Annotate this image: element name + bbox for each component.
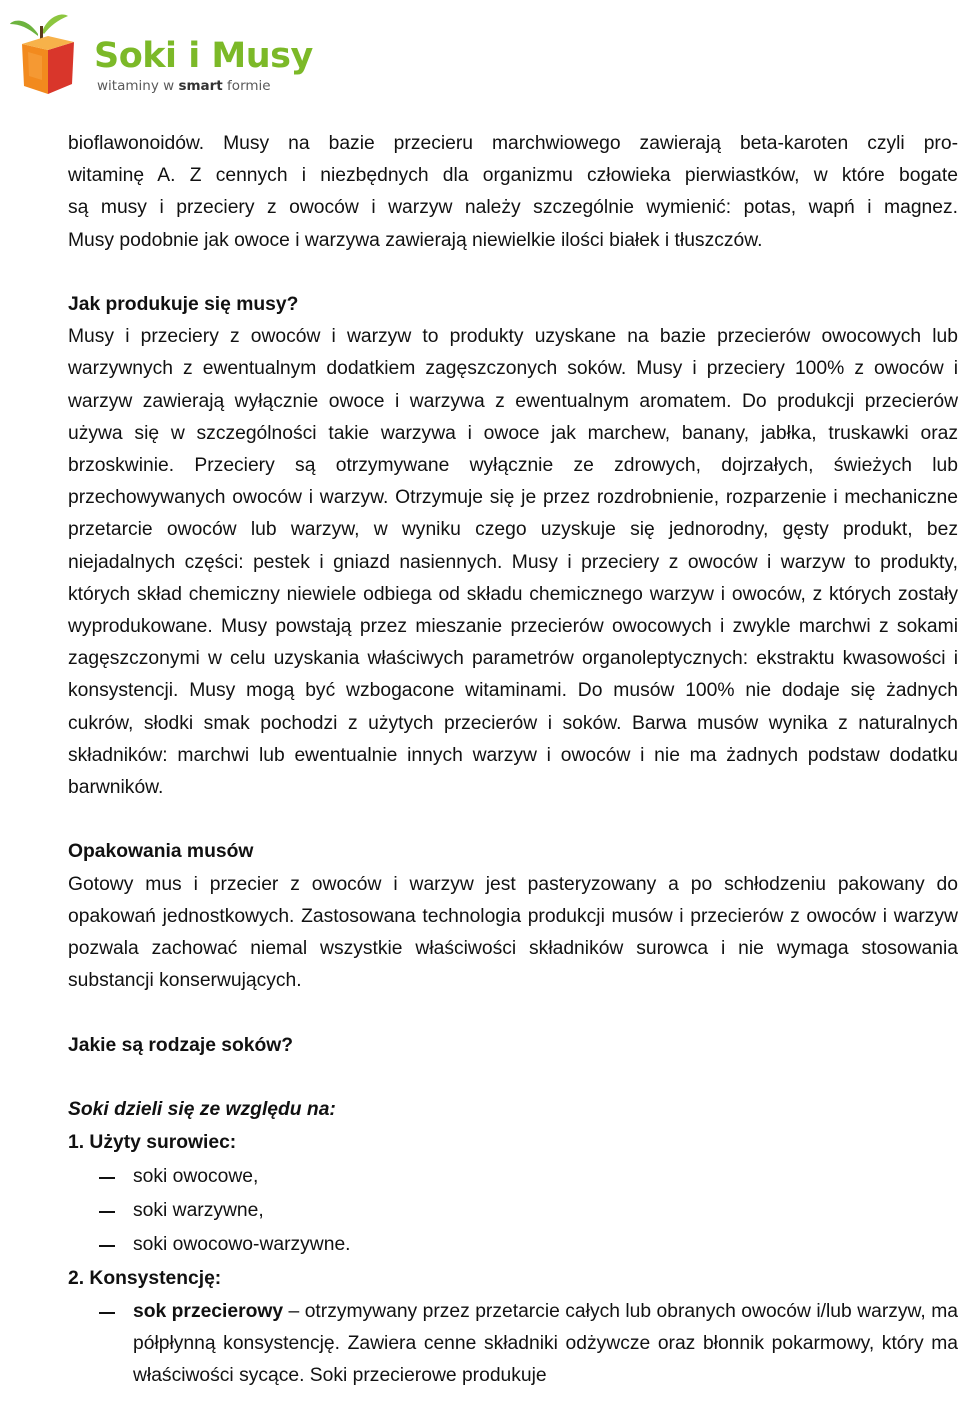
term-description: – otrzymywany przez przetarcie całych lub obranych owoców i/lub warzyw, ma półpłynną konsystencję. Zawiera cenne składniki odżywcze oraz błonnik pokarmowy, który ma właściwości sycące. Soki przecierowe produkuje — [133, 1301, 958, 1387]
section-heading: Jakie są rodzaje soków? — [68, 1034, 294, 1056]
dash-bullet — [68, 1194, 133, 1228]
intro-line: Musy podobnie jak owoce i warzywa zawierają niewielkie ilości białek i tłuszczów. — [68, 229, 763, 251]
fruit-box-icon — [8, 10, 94, 100]
list-item — [68, 1296, 958, 1392]
term: sok przecierowy — [133, 1301, 284, 1323]
section-heading: Opakowania musów — [68, 841, 254, 863]
list-item: soki owocowo-warzywne. — [68, 1228, 958, 1262]
list-item: soki owocowe, — [68, 1160, 958, 1194]
dash-bullet — [68, 1228, 133, 1262]
document-body — [68, 128, 958, 1392]
numbered-item: 2. Konsystencję: — [68, 1268, 222, 1290]
numbered-item: 1. Użyty surowiec: — [68, 1132, 237, 1154]
dash-bullet — [68, 1296, 133, 1392]
intro-line: bioflawonoidów. Musy na bazie przecieru marchwiowego zawierają beta-karoten czyli pro- — [68, 133, 958, 154]
section-paragraph: Gotowy mus i przecier z owoców i warzyw jest pasteryzowany a po schłodzeniu pakowany do opakowań jednostkowych. Zastosowana technologia produkcji musów i przecierów z owoców i warzyw pozwala zachować niemal wszystkie właściwości składników surowca i nie wymaga stosowania substancji konserwujących. — [68, 873, 958, 992]
list-item: soki warzywne, — [68, 1194, 958, 1228]
section-paragraph: Musy i przeciery z owoców i warzyw to produkty uzyskane na bazie przecierów owocowych lub warzywnych z ewentualnym dodatkiem zagęszczonych soków. Musy i przeciery 100% z owoców i warzyw zawierają wyłącznie owoce i warzywa z ewentualnym aromatem. Do produkcji przecierów używa się w szczególności takie warzywa i owoce jak marchew, banany, jabłka, truskawki oraz brzoskwinie. Przeciery są otrzymywane wyłącznie ze zdrowych, dojrzałych, świeżych lub przechowywanych owoców i warzyw. Otrzymuje się je przez rozdrobnienie, rozparzenie i mechaniczne przetarcie owoców lub warzyw, w wyniku czego uzyskuje się jednorodny, gęsty produkt, bez niejadalnych części: pestek i gniazd nasiennych. Musy i przeciery z owoców i warzyw to produkty, których skład chemiczny niewiele odbiega od składu chemicznego warzyw i owoców, z których zostały wyprodukowane. Musy powstają przez mieszanie przecierów owocowych i zwykle marchwi z sokami zagęszczonymi w celu uzyskania właściwych parametrów organoleptycznych: ekstraktu kwasowości i konsystencji. Musy mogą być wzbogacone witaminami. Do musów 100% nie dodaje się żadnych cukrów, słodki smak pochodzi z użytych przecierów i soków. Barwa musów wynika z naturalnych składników: marchwi lub ewentualnie innych warzyw i owoców i nie ma żadnych podstaw dodatku barwników. — [68, 326, 958, 799]
intro-line: witaminę A. Z cennych i niezbędnych dla organizmu człowieka pierwiastków, w które bogate — [68, 165, 958, 187]
section-heading: Jak produkuje się musy? — [68, 294, 299, 315]
intro-line: są musy i przeciery z owoców i warzyw należy szczególnie wymienić: potas, wapń i magnez. — [68, 197, 958, 219]
brand-tagline: witaminy w smart formie — [97, 78, 271, 94]
logo — [8, 10, 313, 100]
brand-name: Soki i Musy — [94, 36, 313, 76]
section-subheading: Soki dzieli się ze względu na: — [68, 1099, 336, 1121]
dash-bullet — [68, 1160, 133, 1194]
